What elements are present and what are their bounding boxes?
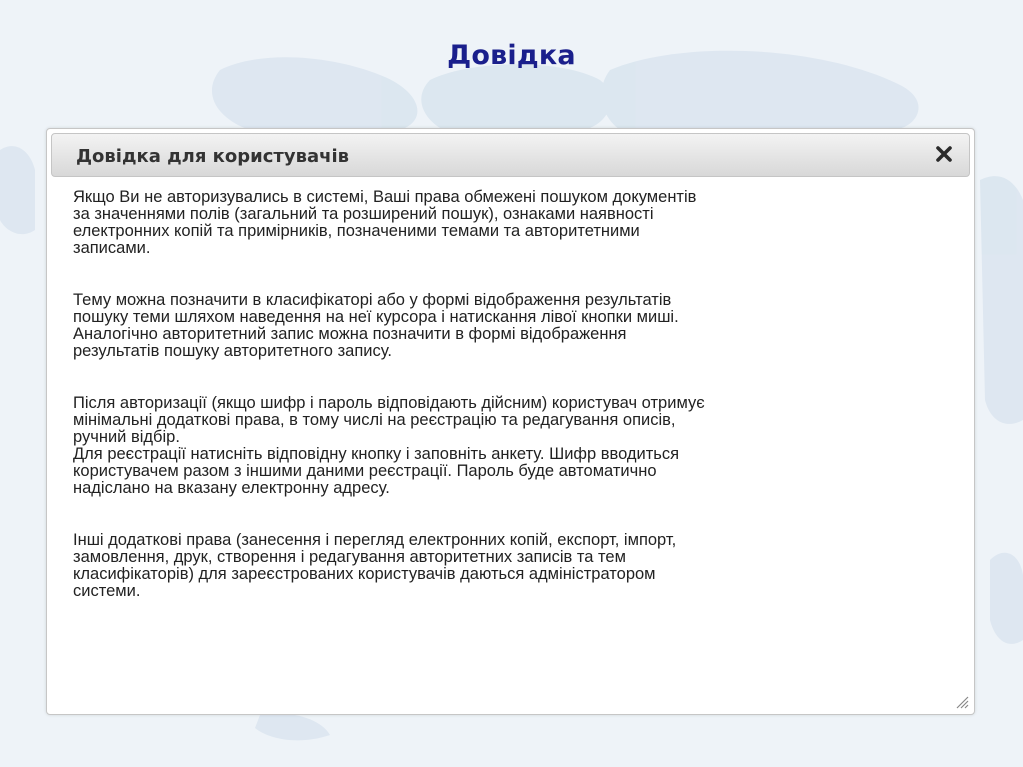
dialog-titlebar[interactable] <box>51 133 970 177</box>
dialog-title: Довідка для користувачів <box>76 146 350 167</box>
close-icon <box>933 143 955 165</box>
resize-grip-icon <box>953 693 969 709</box>
help-paragraph: Тему можна позначити в класифікаторі або у формі відображення результатів пошуку теми шляхом наведення на неї курсора і натискання лівої кнопки миші. Аналогічно авторитетний запис можна позначити в формі відображення результатів пошуку авторитетного запису. <box>73 291 679 360</box>
help-dialog <box>46 128 975 715</box>
help-paragraph: Інші додаткові права (занесення і перегляд електронних копій, експорт, імпорт, замовлення, друк, створення і редагування авторитетних записів та тем класифікаторів) для зареєстрованих користувачів даються адміністратором системи. <box>73 531 677 600</box>
help-paragraph: Для реєстрації натисніть відповідну кнопку і заповніть анкету. Шифр вводиться користувачем разом з іншими даними реєстрації. Пароль буде автоматично надіслано на вказану електронну адресу. <box>73 445 680 497</box>
help-paragraph: Якщо Ви не авторизувались в системі, Ваші права обмежені пошуком документів за значеннями полів (загальний та розширений пошук), ознаками наявності електронних копій та примірників, позначеними темами та авторитетними записами. <box>73 188 697 257</box>
help-paragraph: Після авторизації (якщо шифр і пароль відповідають дійсним) користувач отримує мінімальні додаткові права, в тому числі на реєстрацію та редагування описів, ручний відбір. <box>73 394 705 446</box>
resize-handle[interactable] <box>953 693 969 709</box>
dialog-content <box>73 189 943 600</box>
slide-title: Довідка <box>447 40 576 71</box>
close-button[interactable] <box>933 143 955 165</box>
